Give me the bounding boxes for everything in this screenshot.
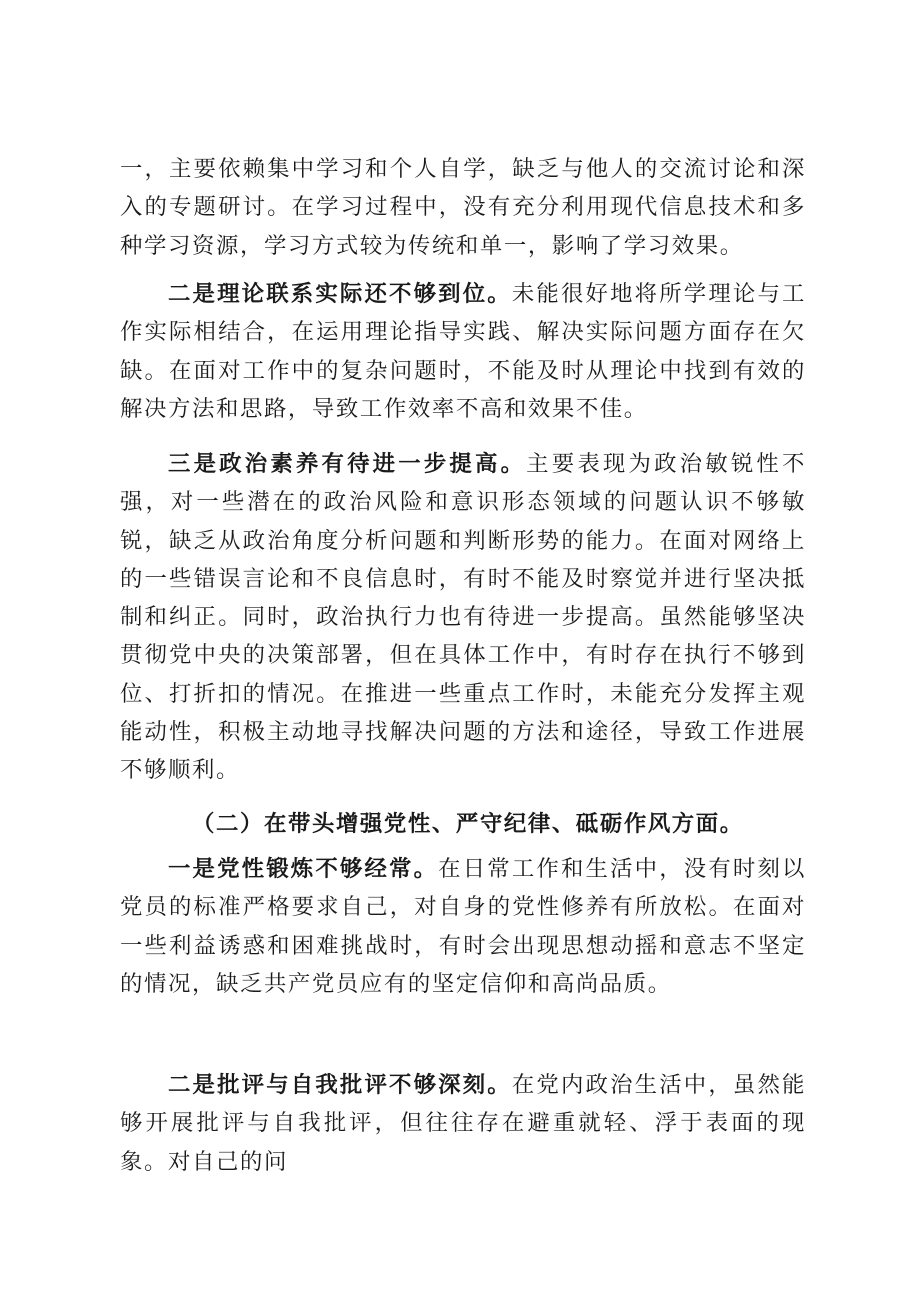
paragraph-lead: 三是政治素养有待进一步提高。 <box>168 451 527 477</box>
paragraph-lead: 二是批评与自我批评不够深刻。 <box>168 1072 512 1098</box>
paragraph-body: 主要表现为政治敏锐性不强，对一些潜在的政治风险和意识形态领域的问题认识不够敏锐，缺乏从政治角度分析问题和判断形势的能力。在面对网络上的一些错误言论和不良信息时，有时不能及时察觉并进行坚决抵制和纠正。同时，政治执行力也有待进一步提高。虽然能够坚决贯彻党中央的决策部署，但在具体工作中，有时存在执行不够到位、打折扣的情况。在推进一些重点工作时，未能充分发挥主观能动性，积极主动地寻找解决问题的方法和途径，导致工作进展不够顺利。 <box>120 451 806 784</box>
paragraph-criticism <box>120 1066 806 1181</box>
section-heading: （二）在带头增强党性、严守纪律、砥砺作风方面。 <box>192 811 744 837</box>
continued-paragraph: 一，主要依赖集中学习和个人自学，缺乏与他人的交流讨论和深入的专题研讨。在学习过程中，没有充分利用现代信息技术和多种学习资源，学习方式较为传统和单一，影响了学习效果。 <box>120 156 806 259</box>
paragraph-body: 未能很好地将所学理论与工作实际相结合，在运用理论指导实践、解决实际问题方面存在欠缺。在面对工作中的复杂问题时，不能及时从理论中找到有效的解决方法和思路，导致工作效率不高和效果不佳。 <box>120 281 806 422</box>
paragraph-lead: 一是党性锻炼不够经常。 <box>168 856 439 882</box>
paragraph-political-literacy <box>120 445 806 790</box>
paragraph-lead: 二是理论联系实际还不够到位。 <box>168 281 512 307</box>
paragraph-party-spirit <box>120 850 806 1003</box>
paragraph-theory-practice <box>120 275 806 428</box>
paragraph-body: 在日常工作和生活中，没有时刻以党员的标准严格要求自己，对自身的党性修养有所放松。在面对一些利益诱惑和困难挑战时，有时会出现思想动摇和意志不坚定的情况，缺乏共产党员应有的坚定信仰和高尚品质。 <box>120 856 807 997</box>
paragraph-body: 在党内政治生活中，虽然能够开展批评与自我批评，但往往存在避重就轻、浮于表面的现象。对自己的问 <box>120 1072 806 1175</box>
